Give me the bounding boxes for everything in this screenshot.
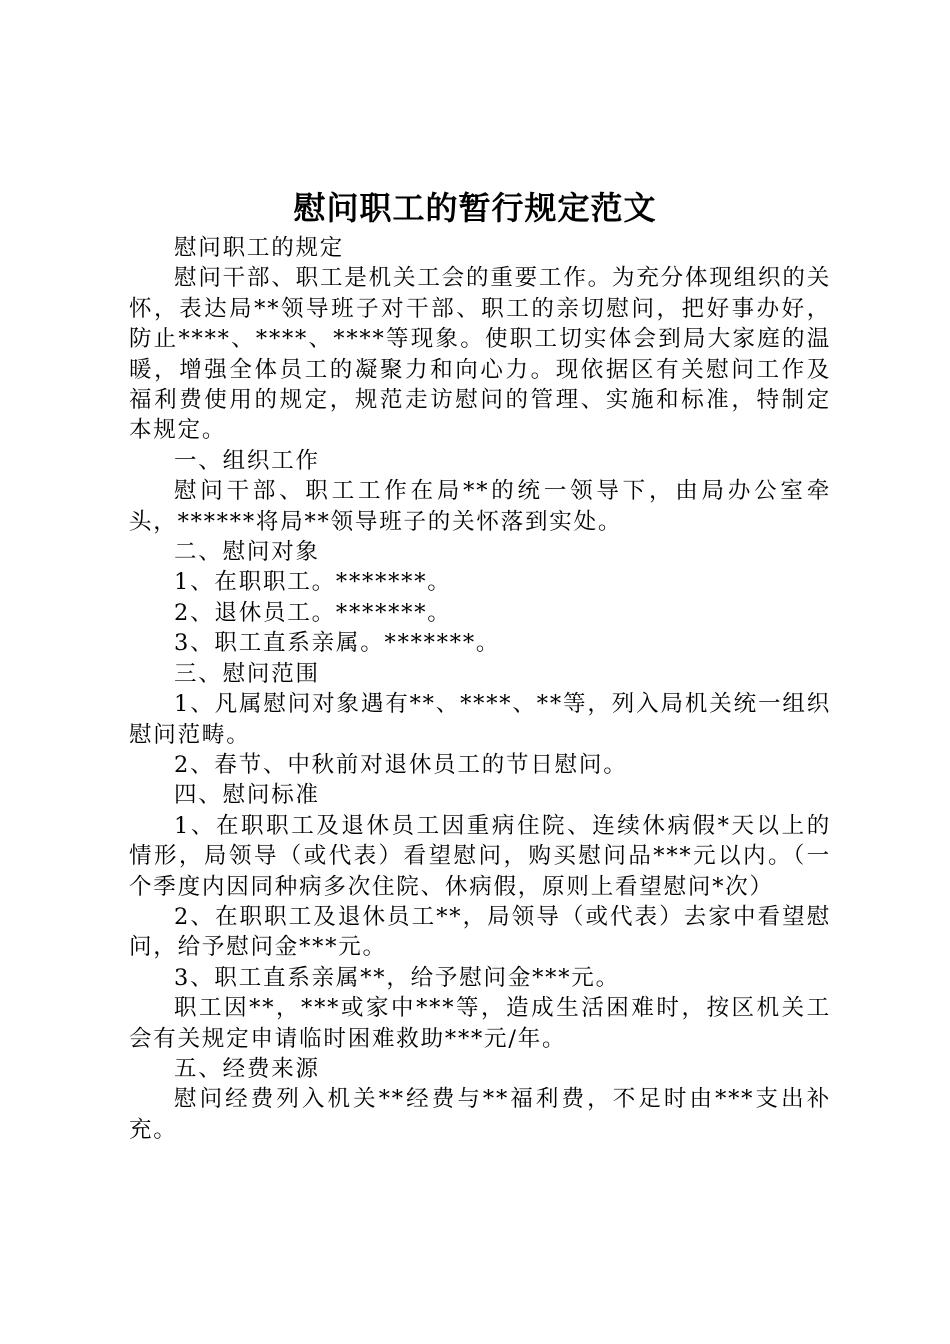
list-item-target-1: 1、在职职工。*******。 (174, 569, 452, 596)
paragraph-subtitle: 慰问职工的规定 (174, 235, 345, 261)
paragraph-hardship-aid: 职工因**，***或家中***等，造成生活困难时，按区机关工会有关规定申请临时困难救助***元/年。 (129, 995, 831, 1052)
paragraph-funding: 慰问经费列入机关**经费与**福利费，不足时由***支出补充。 (129, 1086, 831, 1143)
section-heading-funding: 五、经费来源 (174, 1055, 320, 1082)
list-item-target-2: 2、退休员工。*******。 (174, 599, 452, 626)
section-heading-standards: 四、慰问标准 (174, 782, 320, 809)
section-heading-scope: 三、慰问范围 (174, 660, 320, 687)
paragraph-organization: 慰问干部、职工工作在局**的统一领导下，由局办公室牵头，******将局**领导班子的关怀落到实处。 (129, 478, 831, 535)
paragraph-intro: 慰问干部、职工是机关工会的重要工作。为充分体现组织的关怀，表达局**领导班子对干部、职工的亲切慰问，把好事办好，防止****、****、****等现象。使职工切实体会到局大家庭的温暖，增强全体员工的凝聚力和向心力。现依据区有关慰问工作及福利费使用的规定，规范走访慰问的管理、实施和标准，特制定本规定。 (129, 265, 831, 444)
list-item-standard-2: 2、在职职工及退休员工**，局领导（或代表）去家中看望慰问，给予慰问金***元。 (129, 903, 831, 961)
list-item-standard-1: 1、在职职工及退休员工因重病住院、连续休病假*天以上的情形，局领导（或代表）看望慰问，购买慰问品***元以内。（一个季度内因同种病多次住院、休病假，原则上看望慰问*次） (129, 812, 831, 900)
document-body (129, 233, 831, 1145)
section-heading-organization: 一、组织工作 (174, 447, 320, 474)
list-item-scope-1: 1、凡属慰问对象遇有**、****、**等，列入局机关统一组织慰问范畴。 (129, 691, 831, 748)
section-heading-targets: 二、慰问对象 (174, 539, 320, 566)
list-item-scope-2: 2、春节、中秋前对退休员工的节日慰问。 (174, 751, 628, 778)
document-title: 慰问职工的暂行规定范文 (293, 189, 657, 227)
list-item-standard-3: 3、职工直系亲属**，给予慰问金***元。 (174, 964, 620, 991)
list-item-target-3: 3、职工直系亲属。*******。 (174, 630, 501, 657)
